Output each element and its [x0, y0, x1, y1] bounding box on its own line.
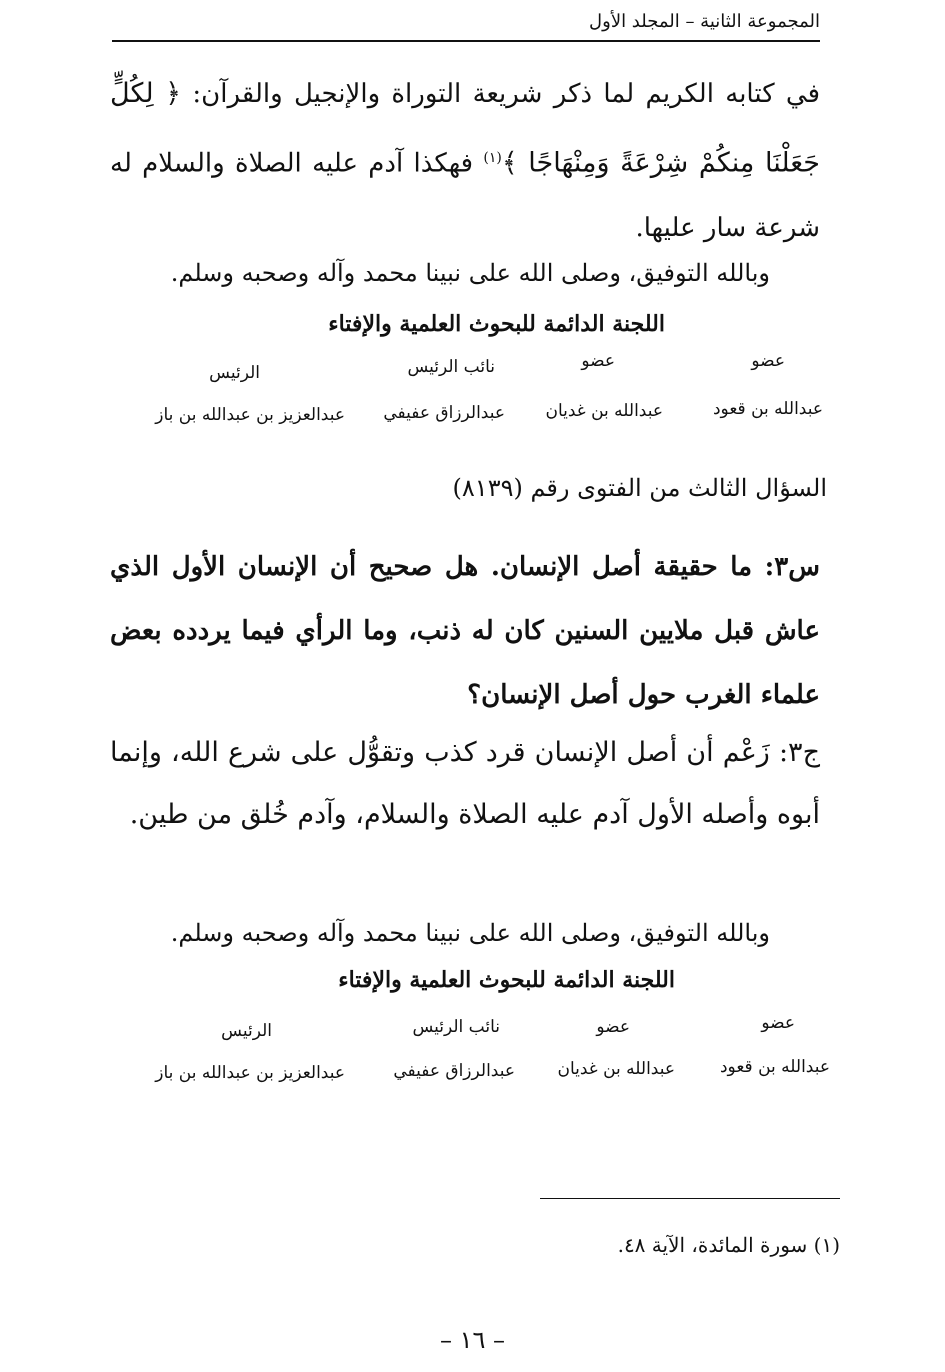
answer-paragraph: ج٣: زَعْم أن أصل الإنسان قرد كذب وتقوُّل على شرع الله، وإنما أبوه وأصله الأول آدم عليه الصلاة والسلام، وآدم خُلق من طين.: [110, 737, 820, 830]
fatwa1-committee: اللجنة الدائمة للبحوث العلمية والإفتاء: [328, 311, 665, 337]
fatwa1-text-before: في كتابه الكريم لما ذكر شريعة التوراة والإنجيل والقرآن:: [181, 79, 820, 109]
sig3-name: عبدالرزاق عفيفي: [383, 403, 505, 423]
footnote-rule: [540, 1198, 840, 1199]
sig2-name: عبدالله بن غديان: [545, 401, 663, 421]
fatwa1-text-after: فهكذا آدم عليه الصلاة والسلام له شرعة سار عليها.: [110, 148, 820, 243]
footnote-reference: (١): [483, 150, 502, 166]
sig6-name: عبدالله بن غديان: [557, 1059, 675, 1079]
sig8-name: عبدالعزيز بن عبدالله بن باز: [155, 1063, 345, 1083]
sig5-title: عضو: [761, 1013, 795, 1033]
sig7-title: نائب الرئيس: [412, 1017, 500, 1037]
page-number: – ١٦ –: [439, 1326, 506, 1354]
question-paragraph: س٣: ما حقيقة أصل الإنسان. هل صحيح أن الإنسان الأول الذي عاش قبل ملايين السنين كان له ذنب، وما الرأي فيما يردده بعض علماء الغرب حول أصل الإنسان؟: [110, 552, 820, 710]
footnote: (١) سورة المائدة، الآية ٤٨.: [617, 1233, 840, 1257]
sig1-title: عضو: [751, 351, 785, 371]
sig6-title: عضو: [596, 1017, 630, 1037]
fatwa1-closing: وبالله التوفيق، وصلى الله على نبينا محمد وآله وصحبه وسلم.: [170, 259, 770, 287]
running-header: المجموعة الثانية – المجلد الأول: [589, 11, 820, 32]
sig4-name: عبدالعزيز بن عبدالله بن باز: [155, 405, 345, 425]
sig2-title: عضو: [581, 351, 615, 371]
quran-verse: ﴿ لِكُلٍّ جَعَلْنَا مِنكُمْ شِرْعَةً وَمِنْهَاجًا ﴾: [110, 78, 820, 179]
sig7-name: عبدالرزاق عفيفي: [393, 1061, 515, 1081]
fatwa1-paragraph: [110, 62, 820, 260]
sig4-title: الرئيس: [209, 363, 260, 383]
sig8-title: الرئيس: [221, 1021, 272, 1041]
sig5-name: عبدالله بن قعود: [719, 1057, 830, 1077]
fatwa-number-label: السؤال الثالث من الفتوى رقم (٨١٣٩): [452, 474, 827, 502]
sig1-name: عبدالله بن قعود: [712, 399, 823, 419]
header-rule: [112, 40, 820, 42]
fatwa2-closing: وبالله التوفيق، وصلى الله على نبينا محمد وآله وصحبه وسلم.: [170, 919, 770, 947]
fatwa2-committee: اللجنة الدائمة للبحوث العلمية والإفتاء: [338, 967, 675, 993]
sig3-title: نائب الرئيس: [407, 357, 495, 377]
